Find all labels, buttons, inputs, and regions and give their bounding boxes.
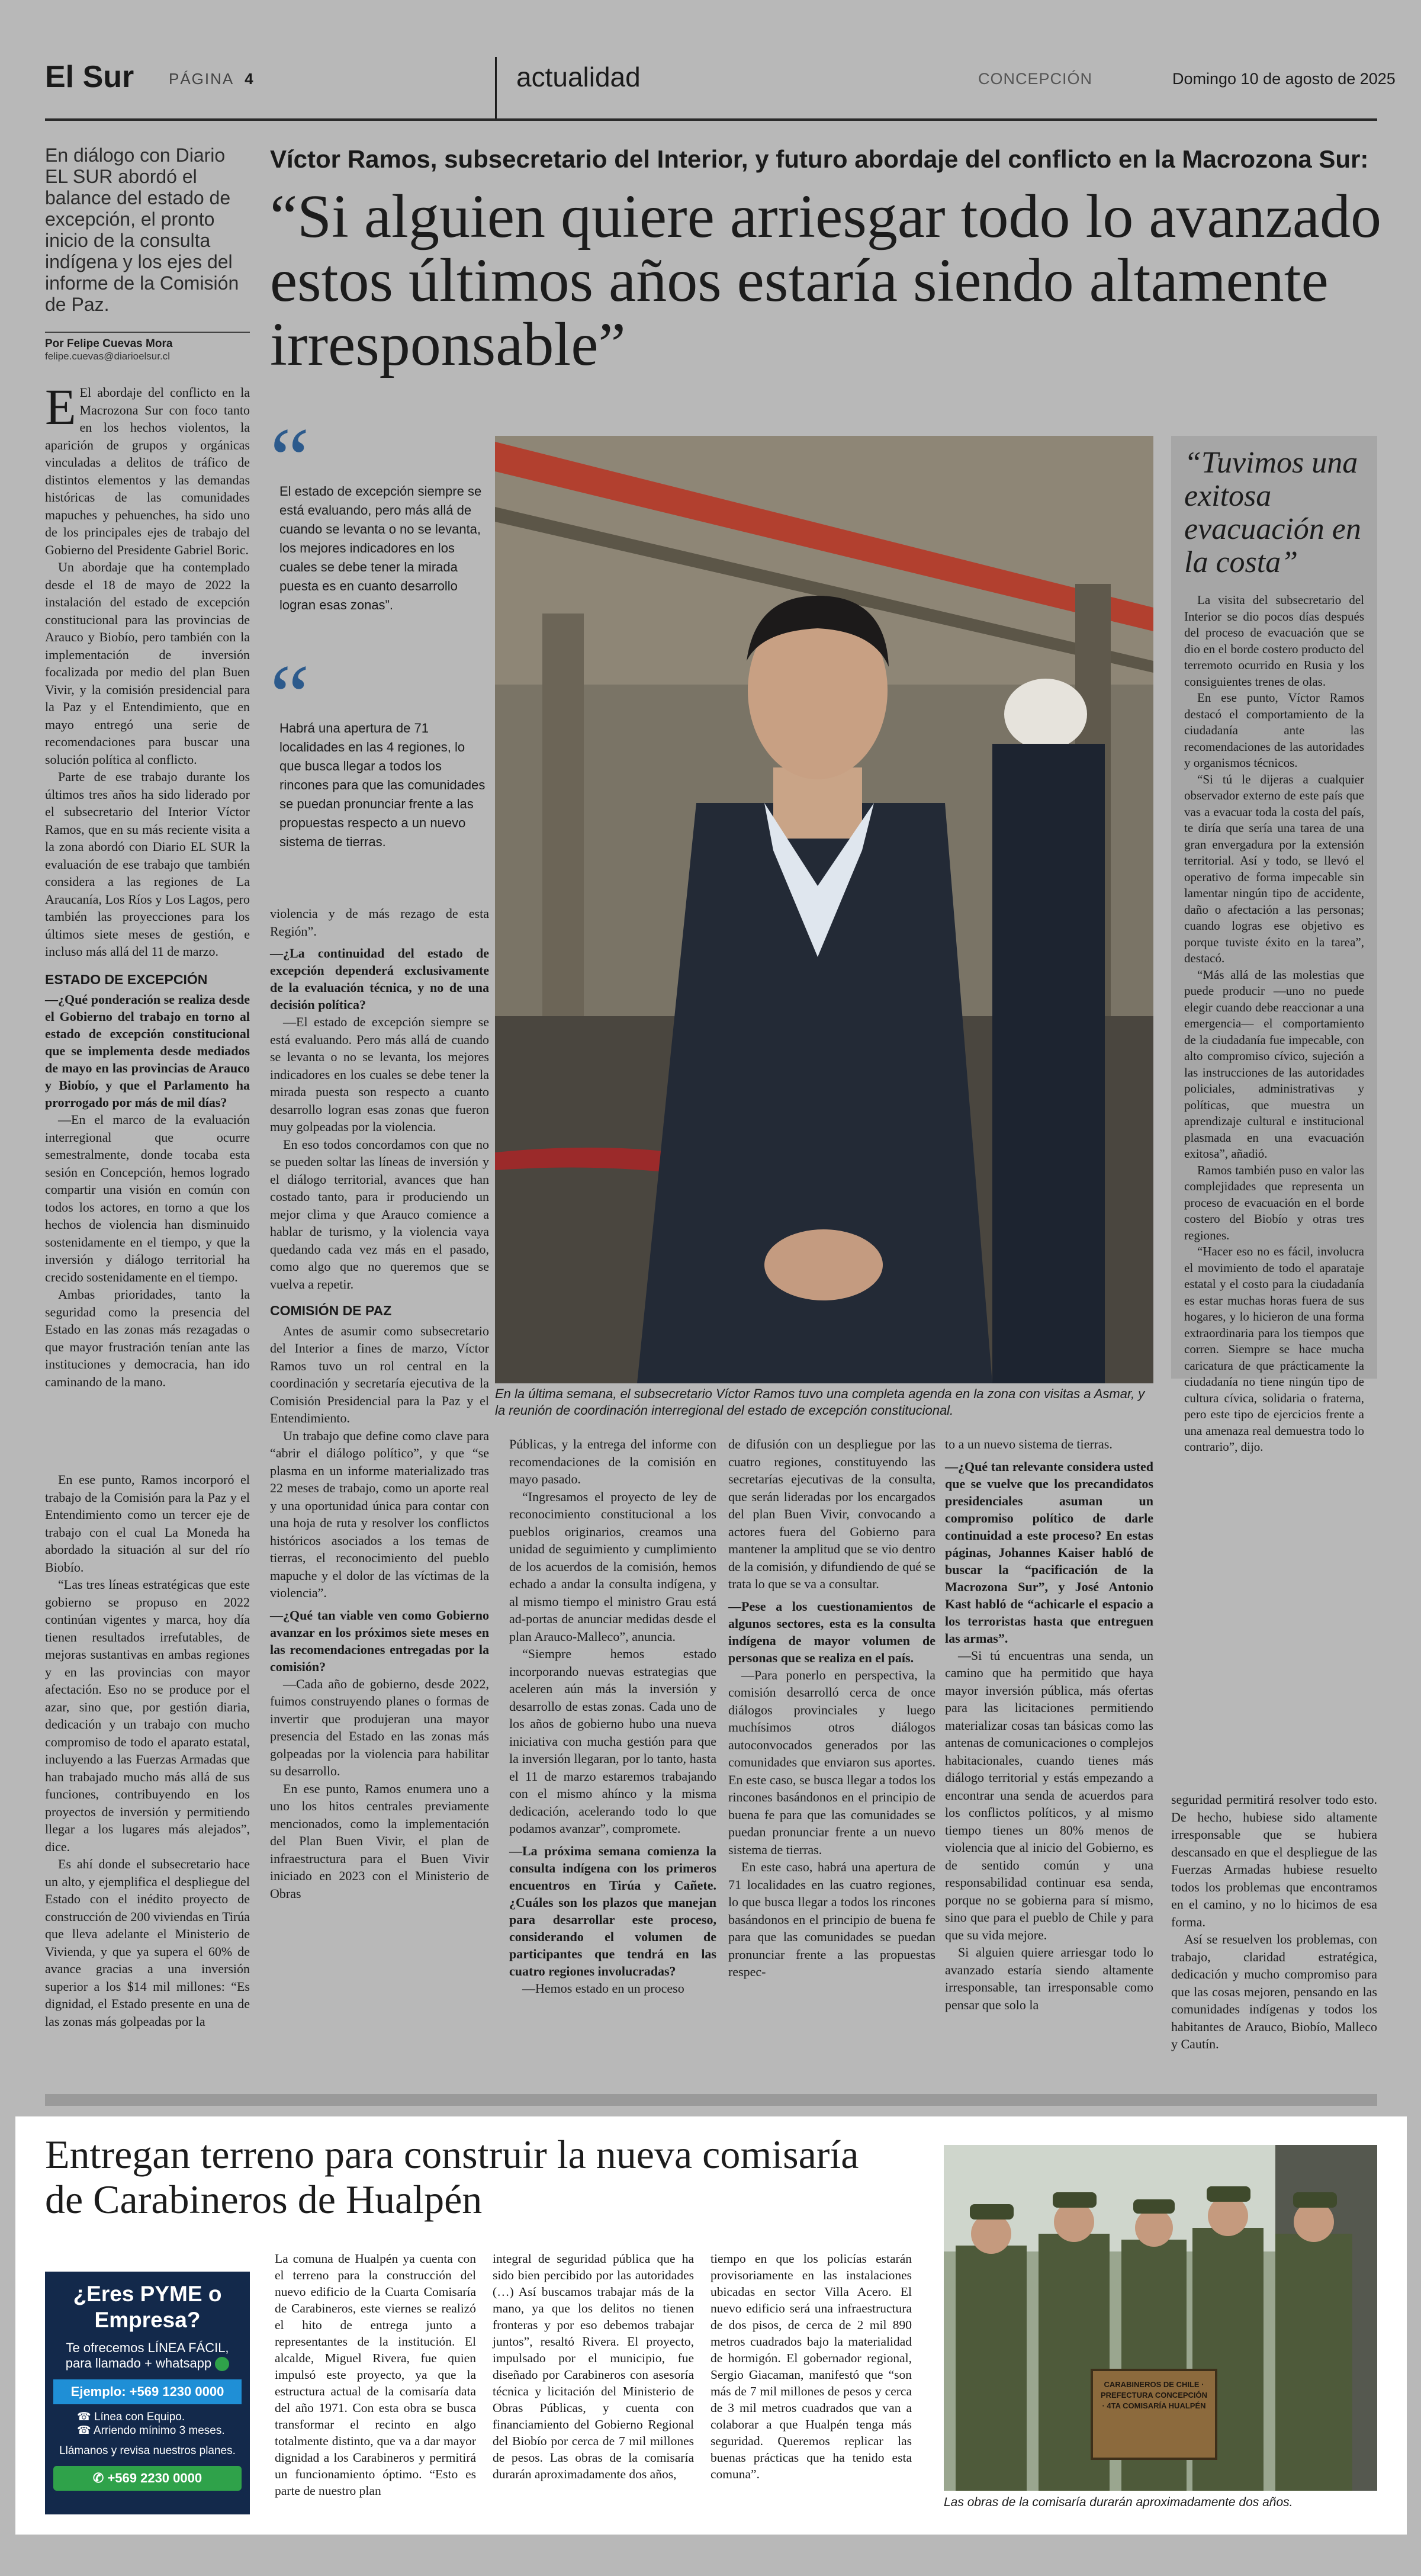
column-7 (1171, 1791, 1377, 2053)
ad-line-2-text: para llamado + whatsapp (65, 2356, 212, 2371)
second-story-column-3: tiempo en que los policías estarán provisoriamente en las instalaciones ubicadas en sector Villa Acero. El nuevo edificio será una infraestructura de dos pisos, de cerca de 2 mil 890 metros cuadrados bajo la materialidad de hormigón. El gobernador regional, Sergio Giacaman, manifestó que “son más de 7 mil millones de pesos y cerca de 3 mil metros cuadrados que van a colaborar a que Hualpén tenga más seguridad. Queremos replicar las buenas prácticas que ha tenido esta comuna”. (710, 2251, 912, 2481)
sidebar-paragraph: “Si tú le dijeras a cualquier observador externo de este país que vas a evacuar toda la costa del país, te diría que sería una tarea de una gran envergadura por la extensión territorial. Así y todo, se llevó el operativo de forma impecable sin lamentar ningún tipo de accidente, daño o afectación a las personas; cuando logras ese objetivo es porque tuviste éxito en la tarea”, destacó. (1184, 772, 1364, 965)
second-story-headline: Entregan terreno para construir la nueva comisaría de Carabineros de Hualpén (45, 2132, 859, 2222)
question-2: —¿La continuidad del estado de excepción dependerá exclusivamente de la evaluación técnica, y no de una decisión política? (270, 946, 489, 1012)
body-paragraph: violencia y de más rezago de esta Región”. (270, 906, 489, 939)
body-paragraph: de difusión con un despliegue por las cuatro regiones, constituyendo las secretarías ejecutivas de la consulta, que serán lideradas por los encargados del plan Buen Vivir, convocando a actores fuera del Gobierno para mantener la amplitud que se vio dentro de la comisión, y difundiendo de qué se trata lo que se va a consultar. (728, 1437, 935, 1591)
byline-author: Por Felipe Cuevas Mora (45, 338, 173, 350)
quote-mark-icon: “ (270, 410, 310, 508)
answer-paragraph: En este caso, habrá una apertura de 71 localidades en las cuatro regiones, lo que busca llegar a todos los rincones basándonos en el principio de buena fe para que las comunidades se puedan pronunciar frente a las propuestas respec- (728, 1859, 935, 1979)
quote-mark-icon: “ (270, 647, 310, 745)
answer-paragraph: Si alguien quiere arriesgar todo lo avanzado estaría siendo altamente irresponsable, tan irresponsable como pensar que solo la (945, 1945, 1153, 2012)
ad-bullet-1-text: Línea con Equipo. (94, 2411, 185, 2424)
article-kicker: Víctor Ramos, subsecretario del Interior, y futuro abordaje del conflicto en la Macrozona Sur: (270, 145, 1369, 173)
whatsapp-icon (215, 2357, 229, 2371)
section-name: actualidad (516, 62, 641, 92)
second-story-column-2: integral de seguridad pública que ha sido bien percibido por las autoridades (…) Así buscamos trabajar más de la mano, ya que los delitos no tienen fronteras y por eso debemos trabajar juntos”, resaltó Rivera. El proyecto, impulsado por el municipio, fue diseñado por Carabineros con asesoría técnica y licitación del Ministerio de Obras Públicas, y cuenta con financiamiento del Gobierno Regional del Biobío por cerca de 7 mil millones de pesos. Las obras de la comisaría durarán aproximadamente dos años, (493, 2251, 694, 2481)
answer-paragraph: En ese punto, Ramos enumera uno a uno los hitos centrales previamente mencionados, como la implementación del Plan Buen Vivir, el plan de infraestructura para el Buen Vivir iniciado en 2023 con el Ministerio de Obras (270, 1781, 489, 1901)
sidebar-paragraph: Ramos también puso en valor las complejidades que representa un proceso de evacuación en el borde costero del Biobío y otras tres regiones. (1184, 1162, 1364, 1242)
body-paragraph: Así se resuelven los problemas, con trabajo, claridad estratégica, dedicación y mucho compromiso para que las cosas mejoren, pensando en las comunidades indígenas y todos los habitantes de Arauco, Biobío, Malleco y Cautín. (1171, 1932, 1377, 2051)
body-paragraph: seguridad permitirá resolver todo esto. De hecho, hubiese sido altamente irresponsable que se hubiera descansado en que el despliegue de las Fuerzas Armadas hubiese resuelto todos los problemas que encontramos en el camino, y no lo hicimos de esa forma. (1171, 1792, 1377, 1929)
sidebar-paragraph: “Más allá de las molestias que puede producir —uno no puede elegir cuando debe reaccionar a una emergencia— el comportamiento de la ciudadanía fue impecable, con alto compromiso cívico, sujeción a las instrucciones de las autoridades policiales, administrativas y políticas, que muestra un aprendizaje cultural e institucional plasmada en una evacuación exitosa”, añadió. (1184, 967, 1364, 1161)
column-4 (509, 1435, 716, 1997)
body-paragraph: Públicas, y la entrega del informe con recomendaciones de la comisión en mayo pasado. (509, 1437, 716, 1486)
body-paragraph: Antes de asumir como subsecretario del Interior a fines de marzo, Víctor Ramos tuvo un rol central en la coordinación y secretaría ejecutiva de la Comisión Presidencial para la Paz y el Entendimiento. (270, 1323, 489, 1425)
answer-paragraph: Ambas prioridades, tanto la seguridad como la presencia del Estado en las zonas más rezagadas o que mayor frustración tenían ante las instituciones y democracia, han ido caminando de la mano. (45, 1287, 250, 1389)
carabineros-photo (944, 2145, 1377, 2491)
answer-paragraph: —Hemos estado en un proceso (522, 1980, 684, 1996)
brand-logo: El Sur (45, 60, 134, 94)
pull-quote-2-text: Habrá una apertura de 71 localidades en las 4 regiones, lo que busca llegar a todos los rincones para que las comunidades se puedan pronunciar frente a las propuestas respecto a un nuevo sistema de tierras. (279, 721, 486, 849)
body-paragraph: “Ingresamos el proyecto de ley de reconocimiento constitucional a los pueblos originarios, creamos una unidad de seguimiento y cumplimiento de los acuerdos de la comisión, hemos echado a andar la consulta indígena, y al mismo tiempo el ministro Grau está ad-portas de anunciar medidas desde el plan Arauco-Malleco”, anuncia. (509, 1489, 716, 1644)
question-6: —¿Qué tan relevante considera usted que se vuelve que los precandidatos presidenciales asuman un compromiso político de darle continuidad a este proceso? En estas páginas, Johannes Kaiser habló de buscar la “pacificación de la Macrozona Sur”, y José Antonio Kast habló de “achicarle el espacio a los terroristas hasta que entreguen las armas”. (945, 1459, 1153, 1646)
question-5: —Pese a los cuestionamientos de algunos sectores, esta es la consulta indígena de mayor volumen de personas que se realiza en el país. (728, 1598, 935, 1665)
city-label: CONCEPCIÓN (978, 70, 1093, 88)
intro-text: El abordaje del conflicto en la Macrozona Sur con foco tanto en los hechos violentos, la aparición de grupos y orgánicas vinculadas a delitos de tráfico de distintos elementos y las demandas históricas de las comunidades mapuches y pehuenches, ha sido uno de los principales ejes de trabajo del Gobierno del Presidente Gabriel Boric. (45, 385, 250, 557)
column-1 (45, 378, 250, 1390)
lead-summary: En diálogo con Diario EL SUR abordó el balance del estado de excepción, el pronto inicio de la consulta indígena y los ejes del informe de la Comisión de Paz. (45, 144, 239, 315)
photo-illustration (495, 436, 1153, 1383)
phone-icon: ☎ (77, 2411, 94, 2424)
ad-bullet-2-text: Arriendo mínimo 3 meses. (93, 2424, 225, 2437)
sidebar-title: “Tuvimos una exitosa evacuación en la costa” (1184, 446, 1361, 579)
section-heading-excepcion: ESTADO DE EXCEPCIÓN (45, 971, 208, 987)
pyme-ad[interactable] (45, 2272, 250, 2514)
answer-paragraph: —Cada año de gobierno, desde 2022, fuimos construyendo planes o formas de invertir que produjeran una mayor presencia del Estado en las zonas más golpeadas por la violencia para habilitar su desarrollo. (270, 1676, 489, 1778)
body-paragraph: Un abordaje que ha contemplado desde el 18 de mayo de 2022 la instalación del estado de excepción constitucional para las provincias de Arauco y Biobío, pero también con la implementación de inversión focalizada por medio del plan Buen Vivir, y la comisión presidencial para la Paz y el Entendimiento, que en mayo entregó una serie de recomendaciones para buscar una solución política al conflicto. (45, 560, 250, 767)
second-story-caption: Las obras de la comisaría durarán aproximadamente dos años. (944, 2495, 1293, 2509)
article-headline: “Si alguien quiere arriesgar todo lo avanzado estos últimos años estaría siendo altamente irresponsable” (270, 182, 1382, 378)
answer-paragraph: En eso todos concordamos con que no se pueden soltar las líneas de inversión y el diálogo territorial, avances que han costado tanto, para ir produciendo un mejor clima y que Arauco comience a hablar de turismo, y la violencia vaya quedando cada vez más en el pasado, como algo que no queremos que se vuelva a repetir. (270, 1136, 489, 1292)
sidebar-paragraph: La visita del subsecretario del Interior se dio pocos días después del proceso de evacuación que se dio en el borde costero producto del terremoto ocurrido en Rusia y los consiguientes trenes de olas. (1184, 593, 1364, 689)
issue-date: Domingo 10 de agosto de 2025 (1172, 70, 1396, 88)
main-photo (495, 436, 1153, 1383)
pull-quote-1 (270, 410, 489, 615)
sidebar-paragraph: “Hacer eso no es fácil, involucra el movimiento de todo el aparataje estatal y el costo para la ciudadanía es estar muchas horas fuera de sus hogares, y lo hicieron de una forma extraordinaria para los tiempos que corren. Siempre se hace mucha caricatura de que prácticamente la ciudadanía no tiene ningún tipo de cultura cívica, solidaria o fraterna, pero este tipo de ejercicios frente a una amenaza real demuestra todo lo contrario”, dijo. (1184, 1244, 1364, 1454)
intro-paragraph (45, 378, 250, 558)
ad-line-1: Te ofrecemos LÍNEA FÁCIL, (66, 2340, 229, 2355)
photo-caption: En la última semana, el subsecretario Víctor Ramos tuvo una completa agenda en la zona con visitas a Asmar, y la reunión de coordinación interregional del estado de excepción constitucional. (495, 1386, 1145, 1418)
body-paragraph: “Siempre hemos estado incorporando nuevas estrategias que aceleren aún más la inversión y desarrollo de estas zonas. Cada uno de los años de gobierno hubo una nueva iniciativa con mucha gestión para que la inversión llegaran, por lo tanto, hasta el 11 de marzo estaremos trabajando con el mismo ahínco y la misma dedicación, acelerando todo lo que podamos avanzar”, compromete. (509, 1646, 716, 1836)
column-6 (945, 1435, 1153, 2013)
masthead-rule (45, 118, 1377, 121)
column-3 (270, 905, 489, 1902)
pull-quote-2 (270, 647, 489, 852)
ad-bullet-2 (53, 2424, 242, 2437)
column-1b (45, 1471, 250, 2030)
question-1: —¿Qué ponderación se realiza desde el Gobierno del trabajo en torno al estado de excepción constitucional que se implementa desde mediados de mayo en las provincias de Arauco y Biobío, y que el Parlamento ha prorrogado por más de mil días? (45, 992, 250, 1110)
page-label-text: PÁGINA (169, 70, 233, 88)
sidebar-box (1171, 436, 1377, 1454)
ad-line-2 (53, 2356, 242, 2371)
body-paragraph: Parte de ese trabajo durante los últimos tres años ha sido liderado por el subsecretario del Interior Víctor Ramos, que en su más reciente visita a la zona abordó con Diario EL SUR la evaluación de ese trabajo que también considera a las regiones de La Araucanía, Los Ríos y Los Lagos, pero también las proyecciones para los últimos siete meses de gestión, e incluso más allá del 11 de marzo. (45, 769, 250, 959)
byline (45, 332, 250, 362)
body-paragraph: Es ahí donde el subsecretario hace un alto, y ejemplifica el despliegue del Estado con el inédito proyecto de construcción de 200 viviendas en Tirúa que lleva adelante el Ministerio de Vivienda, y que ya supera el 60% de avance gracias a una inversión superior a los $14 mil millones: “Es dignidad, el Estado presente en una de las zonas más golpeadas por la (45, 1856, 250, 2029)
answer-paragraph: —Si tú encuentras una senda, un camino que ha permitido que haya mayor inversión pública, más ofertas para las licitaciones permitiendo materializar cosas tan básicas como las antenas de comunicaciones o complejos habitacionales, cuando tienes más diálogo territorial y estás empezando a encontrar una senda de acuerdos para los conflictos políticos, y al mismo tiempo tienes un 80% menos de violencia que al inicio del Gobierno, es de sentido común y una responsabilidad continuar esa senda, porque no se gobierna para sí mismo, sino que para el pueblo de Chile y para que su vida mejore. (945, 1647, 1153, 1942)
ad-title: ¿Eres PYME o Empresa? (73, 2282, 222, 2332)
question-3: —¿Qué tan viable ven como Gobierno avanzar en los próximos siete meses en las recomendaciones entregadas por la comisión? (270, 1607, 489, 1674)
answer-paragraph: —Para ponerlo en perspectiva, la comisión desarrolló cerca de once diálogos provinciales y luego muchísimos otros diálogos autoconvocados generados por las comunidades que enviaron sus aportes. En este caso, se busca llegar a todos los rincones basándonos en el principio de buena fe para que las comunidades se puedan pronunciar frente a un nuevo sistema de tierras. (728, 1667, 935, 1857)
ad-cta: Llámanos y revisa nuestros planes. (59, 2445, 236, 2458)
section-heading-paz: COMISIÓN DE PAZ (270, 1303, 392, 1318)
drop-cap: E (45, 378, 76, 435)
whatsapp-icon: ✆ (92, 2471, 108, 2486)
masthead-divider (495, 57, 497, 118)
ad-example: Ejemplo: +569 1230 0000 (53, 2379, 242, 2404)
phone-icon: ☎ (77, 2424, 94, 2437)
page-label (169, 70, 255, 88)
story-separator (45, 2094, 1377, 2106)
body-paragraph: to a un nuevo sistema de tierras. (945, 1437, 1113, 1451)
ad-bullet-1 (53, 2410, 242, 2424)
ad-phone[interactable] (53, 2466, 242, 2491)
second-story-column-1: La comuna de Hualpén ya cuenta con el terreno para la construcción del nuevo edificio de la Cuarta Comisaría de Carabineros, este viernes se realizó el hito de entrega junto a representantes de la institución. El alcalde, Miguel Rivera, fue quien impulsó este proyecto, ya que la estructura actual de la comisaría data del año 1971. Con esta obra se busca transformar el recinto en algo totalmente distinto, que va a dar mayor dignidad a los Carabineros y permitirá un funcionamiento óptimo. “Esto es parte de nuestro plan (275, 2251, 476, 2498)
body-paragraph: En ese punto, Ramos incorporó el trabajo de la Comisión para la Paz y el Entendimiento como un tercer eje de trabajo con el cual La Moneda ha abordado la situación al sur del río Biobío. (45, 1472, 250, 1575)
plaque-text: CARABINEROS DE CHILE · PREFECTURA CONCEPCIÓN · 4TA COMISARÍA HUALPÉN (1100, 2380, 1208, 2410)
ad-phone-number: +569 2230 0000 (107, 2471, 202, 2486)
answer-paragraph: —El estado de excepción siempre se está evaluando. Pero más allá de cuando se levanta o no se levanta, los mejores indicadores en los cuales se debe tener la mirada puesta son respecto a cuanto desarrollo logran esas zonas que fueron muy golpeadas por la violencia. (270, 1014, 489, 1134)
answer-paragraph: —En el marco de la evaluación interregional que ocurre semestralmente, donde tocaba esta sesión en Concepción, hemos logrado compartir una visión en común con todos los actores, en torno a que los hechos de violencia han disminuido sostenidamente en el tiempo, y que la inversión y diálogo territorial ha crecido sostenidamente en el tiempo. (45, 1112, 250, 1284)
page-number: 4 (245, 70, 255, 88)
pull-quote-1-text: El estado de excepción siempre se está evaluando, pero más allá de cuando se levanta o no se levanta, los mejores indicadores en los cuales se debe tener la mirada puesta es en cuanto desarrollo logran esas zonas”. (279, 484, 482, 612)
carabineros-illustration (944, 2145, 1377, 2491)
sidebar-body (1184, 592, 1364, 1456)
body-paragraph: “Las tres líneas estratégicas que este gobierno se propuso en 2022 continúan vigentes y marca, hoy día tienen resultados irrefutables, de mejoras sustantivas en ambas regiones y en las provincias con mayor afectación. Eso no se produce por el azar, sino que, por gestión diaria, dedicación y un trabajo con mucho compromiso de todo el aparato estatal, incluyendo a las Fuerzas Armadas que han trabajado mucho más allá de sus funciones, contribuyendo en los proyectos de inversión y permitiendo llegar a los lugares más alejados”, dice. (45, 1577, 250, 1854)
body-paragraph: Un trabajo que define como clave para “abrir el diálogo político”, y que “se plasma en un informe materializado tras 22 meses de trabajo, como un aporte real y una oportunidad única para contar con una hoja de ruta y resolver los conflictos históricos asociados a los temas de tierras, el reconocimiento del pueblo mapuche y el dolor de las víctimas de la violencia”. (270, 1428, 489, 1600)
sidebar-paragraph: En ese punto, Víctor Ramos destacó el comportamiento de la ciudadanía ante las recomendaciones de las autoridades y organismos técnicos. (1184, 690, 1364, 770)
question-4: —La próxima semana comienza la consulta indígena con los primeros encuentros en Tirúa y Cañete. ¿Cuáles son los plazos que manejan para desarrollar este proceso, considerando el volumen de participantes que tendrá en las cuatro regiones involucradas? (509, 1843, 716, 1978)
byline-email: felipe.cuevas@diarioelsur.cl (45, 351, 170, 362)
column-5 (728, 1435, 935, 1981)
